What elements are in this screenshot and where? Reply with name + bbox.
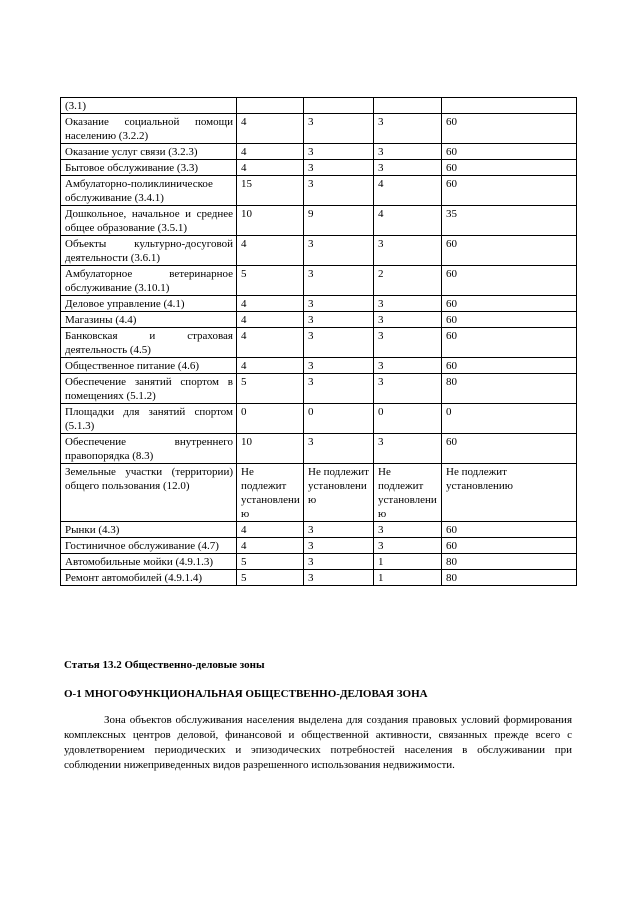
value-cell: 60 <box>442 236 577 266</box>
value-cell: 3 <box>374 144 442 160</box>
table-row <box>61 434 577 464</box>
value-cell: 3 <box>374 434 442 464</box>
value-cell: 60 <box>442 434 577 464</box>
value-cell: 3 <box>304 374 374 404</box>
value-cell: 10 <box>237 206 304 236</box>
value-cell: 4 <box>237 144 304 160</box>
value-cell: 3 <box>374 538 442 554</box>
use-type-cell: Площадки для занятий спортом (5.1.3) <box>61 404 237 434</box>
value-cell: 1 <box>374 554 442 570</box>
table-row <box>61 554 577 570</box>
value-cell: 3 <box>374 312 442 328</box>
value-cell: 3 <box>304 266 374 296</box>
regulations-table <box>60 97 577 586</box>
value-cell: 60 <box>442 144 577 160</box>
use-type-cell: Объекты культурно-досуговой деятельности (3.6.1) <box>61 236 237 266</box>
value-cell: 4 <box>237 358 304 374</box>
value-cell: 3 <box>374 160 442 176</box>
value-cell: 10 <box>237 434 304 464</box>
value-cell: 4 <box>374 176 442 206</box>
value-cell: 9 <box>304 206 374 236</box>
use-type-cell: Ремонт автомобилей (4.9.1.4) <box>61 570 237 586</box>
value-cell: 60 <box>442 522 577 538</box>
value-cell: 5 <box>237 374 304 404</box>
table-row <box>61 358 577 374</box>
value-cell: 3 <box>304 522 374 538</box>
value-cell: 3 <box>374 358 442 374</box>
value-cell: 5 <box>237 570 304 586</box>
value-cell: 60 <box>442 538 577 554</box>
table-row <box>61 114 577 144</box>
value-cell: 60 <box>442 114 577 144</box>
value-cell: 3 <box>304 358 374 374</box>
table-row <box>61 266 577 296</box>
use-type-cell: Дошкольное, начальное и среднее общее образование (3.5.1) <box>61 206 237 236</box>
value-cell: 60 <box>442 358 577 374</box>
value-cell: 0 <box>374 404 442 434</box>
table-row <box>61 296 577 312</box>
value-cell: 60 <box>442 176 577 206</box>
table-row <box>61 206 577 236</box>
value-cell: 0 <box>237 404 304 434</box>
value-cell: 4 <box>237 296 304 312</box>
use-type-cell: Гостиничное обслуживание (4.7) <box>61 538 237 554</box>
value-cell: 35 <box>442 206 577 236</box>
value-cell: 3 <box>304 554 374 570</box>
value-cell: 60 <box>442 160 577 176</box>
value-cell: 15 <box>237 176 304 206</box>
value-cell: 4 <box>237 538 304 554</box>
value-cell: 5 <box>237 266 304 296</box>
value-cell: 3 <box>374 522 442 538</box>
use-type-cell: Бытовое обслуживание (3.3) <box>61 160 237 176</box>
value-cell: 3 <box>304 144 374 160</box>
value-cell: 3 <box>304 538 374 554</box>
value-cell: 3 <box>304 434 374 464</box>
table-row <box>61 404 577 434</box>
value-cell: 3 <box>304 160 374 176</box>
use-type-cell: Земельные участки (территории) общего пользования (12.0) <box>61 464 237 522</box>
value-cell: 4 <box>237 236 304 266</box>
value-cell: Не подлежит установлению <box>442 464 577 522</box>
use-type-cell: Магазины (4.4) <box>61 312 237 328</box>
value-cell: Не подлежит установлению <box>304 464 374 522</box>
use-type-cell: Общественное питание (4.6) <box>61 358 237 374</box>
value-cell: 4 <box>237 312 304 328</box>
value-cell: 3 <box>304 296 374 312</box>
value-cell: 0 <box>304 404 374 434</box>
value-cell: 1 <box>374 570 442 586</box>
table-body <box>61 98 577 586</box>
value-cell: 2 <box>374 266 442 296</box>
use-type-cell: (3.1) <box>61 98 237 114</box>
table-row <box>61 464 577 522</box>
value-cell: 80 <box>442 554 577 570</box>
value-cell: Не подлежит установлению <box>237 464 304 522</box>
value-cell: 5 <box>237 554 304 570</box>
table-row <box>61 176 577 206</box>
value-cell: 4 <box>237 114 304 144</box>
value-cell: 4 <box>374 206 442 236</box>
zone-heading: О-1 МНОГОФУНКЦИОНАЛЬНАЯ ОБЩЕСТВЕННО-ДЕЛОВАЯ ЗОНА <box>64 688 428 700</box>
value-cell: 60 <box>442 328 577 358</box>
table-row <box>61 538 577 554</box>
table-row <box>61 144 577 160</box>
value-cell: 3 <box>374 114 442 144</box>
value-cell <box>442 98 577 114</box>
value-cell: 3 <box>374 374 442 404</box>
table-row <box>61 312 577 328</box>
value-cell: 3 <box>374 296 442 312</box>
value-cell <box>304 98 374 114</box>
zone-description: Зона объектов обслуживания населения выделена для создания правовых условий формирования комплексных центров деловой, финансовой и общественной активности, связанных прежде всего с удовлетворением периодических и эпизодических потребностей населения в обслуживании при соблюдении нижеприведенных видов разрешенного использования недвижимости. <box>64 714 572 771</box>
table-row <box>61 374 577 404</box>
value-cell: 4 <box>237 522 304 538</box>
value-cell: 80 <box>442 570 577 586</box>
use-type-cell: Обеспечение занятий спортом в помещениях (5.1.2) <box>61 374 237 404</box>
value-cell: 4 <box>237 328 304 358</box>
use-type-cell: Амбулаторно-поликлиническое обслуживание (3.4.1) <box>61 176 237 206</box>
table-row <box>61 160 577 176</box>
use-type-cell: Деловое управление (4.1) <box>61 296 237 312</box>
use-type-cell: Рынки (4.3) <box>61 522 237 538</box>
value-cell <box>374 98 442 114</box>
value-cell: Не подлежит установлению <box>374 464 442 522</box>
value-cell: 60 <box>442 266 577 296</box>
value-cell: 3 <box>304 328 374 358</box>
value-cell: 3 <box>304 312 374 328</box>
value-cell: 3 <box>304 176 374 206</box>
article-heading: Статья 13.2 Общественно-деловые зоны <box>64 659 265 671</box>
value-cell: 3 <box>374 328 442 358</box>
table-row <box>61 522 577 538</box>
use-type-cell: Автомобильные мойки (4.9.1.3) <box>61 554 237 570</box>
value-cell: 60 <box>442 296 577 312</box>
value-cell: 60 <box>442 312 577 328</box>
value-cell: 3 <box>304 236 374 266</box>
value-cell: 3 <box>304 114 374 144</box>
value-cell: 0 <box>442 404 577 434</box>
table-row <box>61 328 577 358</box>
use-type-cell: Обеспечение внутреннего правопорядка (8.3) <box>61 434 237 464</box>
use-type-cell: Амбулаторное ветеринарное обслуживание (3.10.1) <box>61 266 237 296</box>
use-type-cell: Оказание социальной помощи населению (3.2.2) <box>61 114 237 144</box>
value-cell <box>237 98 304 114</box>
use-type-cell: Оказание услуг связи (3.2.3) <box>61 144 237 160</box>
table-row <box>61 570 577 586</box>
value-cell: 80 <box>442 374 577 404</box>
table-row <box>61 236 577 266</box>
table-row <box>61 98 577 114</box>
use-type-cell: Банковская и страховая деятельность (4.5) <box>61 328 237 358</box>
value-cell: 4 <box>237 160 304 176</box>
value-cell: 3 <box>304 570 374 586</box>
value-cell: 3 <box>374 236 442 266</box>
